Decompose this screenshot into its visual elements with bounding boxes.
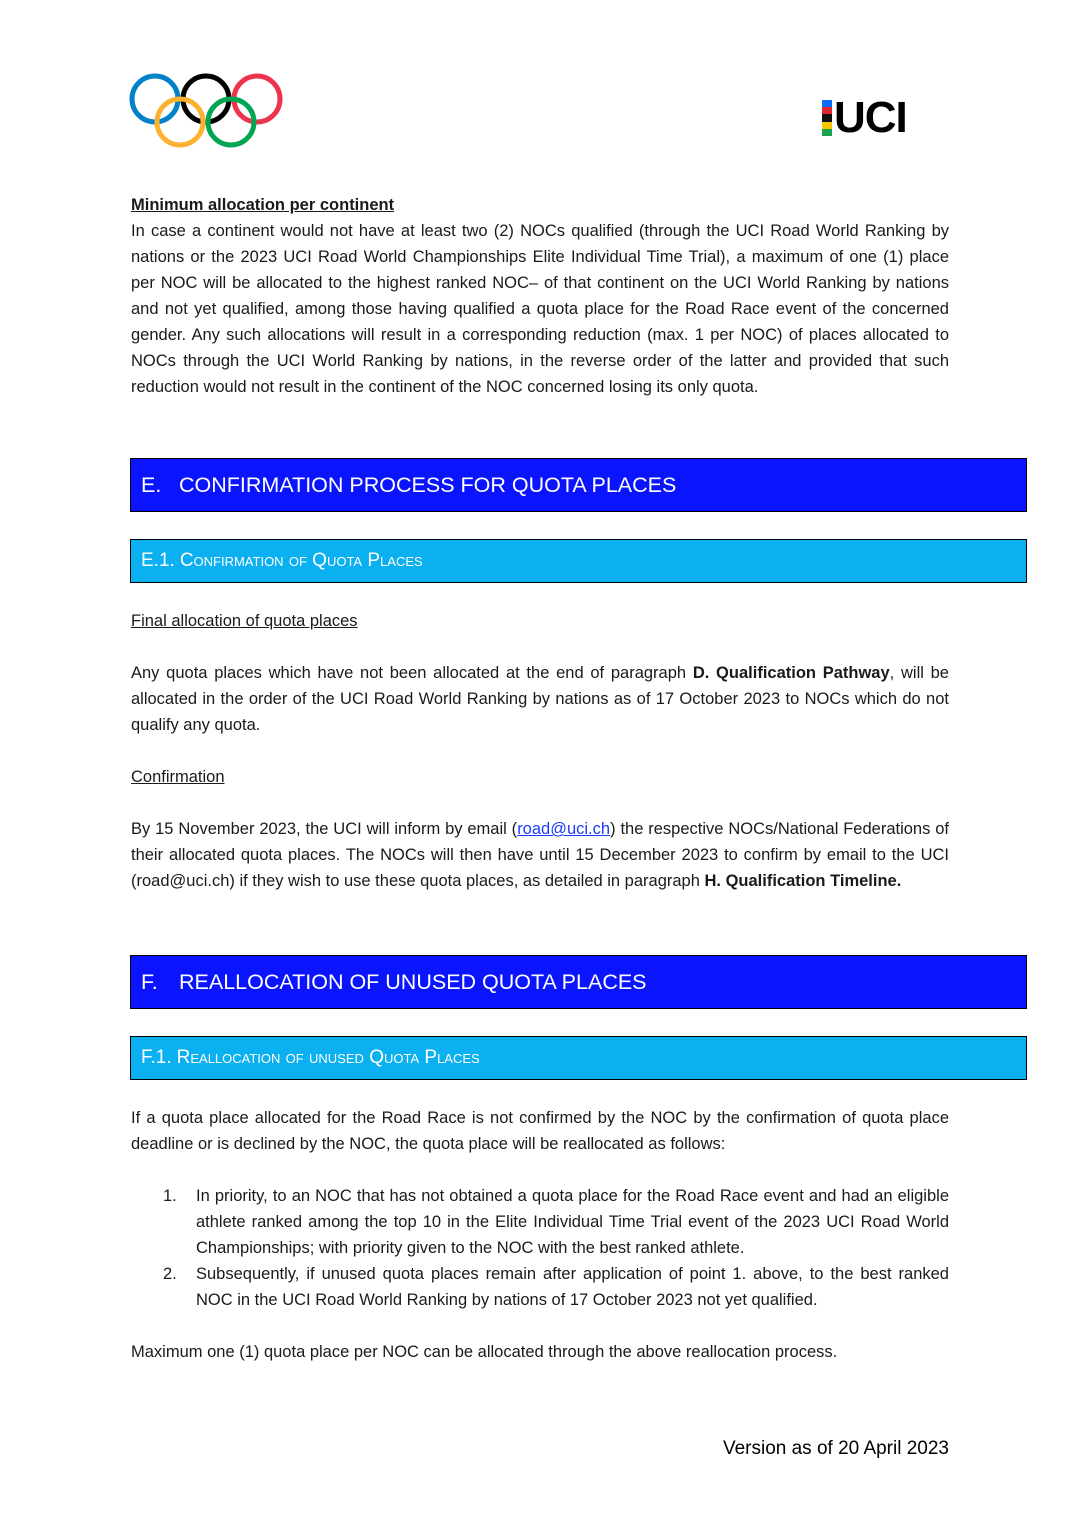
uci-rainbow-bars-icon [822,100,832,136]
confirmation-paragraph: By 15 November 2023, the UCI will inform by email (road@uci.ch) the respective NOCs/National Federations of their allocated quota places. The NOCs will then have until 15 December 2023 to confirm by email to the UCI (road@uci.ch) if they wish to use these quota places, as detailed in paragraph H. Qualification Timeline. [131,820,949,890]
version-footer: Version as of 20 April 2023 [722,1438,949,1459]
section-f1-title: Reallocation of unused Quota Places [176,1047,480,1068]
confirmation-heading: Confirmation [131,768,225,786]
final-allocation-heading: Final allocation of quota places [131,612,358,630]
section-f1-number: F.1. [141,1047,172,1068]
section-f-title: REALLOCATION OF UNUSED QUOTA PLACES [179,969,647,994]
min-allocation-heading: Minimum allocation per continent [131,196,395,214]
section-f1-heading [130,1036,1027,1080]
section-f-number: F. [141,969,158,994]
olympic-rings-icon [128,72,284,148]
reallocation-intro: If a quota place allocated for the Road Race is not confirmed by the NOC by the confirmation of quota place deadline or is declined by the NOC, the quota place will be reallocated as follows: [131,1109,949,1153]
section-e-title: CONFIRMATION PROCESS FOR QUOTA PLACES [179,472,677,497]
uci-logo [822,93,942,142]
email-link[interactable]: road@uci.ch [517,820,611,838]
list-item: 2. Subsequently, if unused quota places remain after application of point 1. above, to the best ranked NOC in the UCI Road World Ranking by nations of 17 October 2023 not yet qualified. [163,1265,949,1309]
reallocation-closing: Maximum one (1) quota place per NOC can be allocated through the above reallocation process. [131,1343,838,1361]
final-allocation-paragraph: Any quota places which have not been allocated at the end of paragraph D. Qualification Pathway, will be allocated in the order of the UCI Road World Ranking by nations as of 17 October 2023 to NOCs which do not qualify any quota. [131,664,949,734]
section-e-heading [130,458,1027,512]
section-f-heading [130,955,1027,1009]
section-e-number: E. [141,472,162,497]
list-item: 1. In priority, to an NOC that has not obtained a quota place for the Road Race event and had an eligible athlete ranked among the top 10 in the Elite Individual Time Trial event of the 2023 UCI Road World Championships; with priority given to the NOC with the best ranked athlete. [163,1187,949,1257]
section-e1-title: Confirmation of Quota Places [179,550,423,571]
uci-logo-text: UCI [834,93,907,142]
d-qualification-pathway-ref: D. Qualification Pathway [692,664,890,682]
min-allocation-paragraph: In case a continent would not have at least two (2) NOCs qualified (through the UCI Road World Ranking by nations or the 2023 UCI Road World Championships Elite Individual Time Trial), a maximum of one (1) place per NOC will be allocated to the highest ranked NOC– of that continent on the UCI World Ranking by nations and not yet qualified, among those having qualified a quota place for the Road Race event of the concerned gender. Any such allocations will result in a corresponding reduction (max. 1 per NOC) of places allocated to NOCs through the UCI World Ranking by nations, in the reverse order of the latter and provided that such reduction would not result in the continent of the NOC concerned losing its only quota. [131,222,949,396]
h-qualification-timeline-ref: H. Qualification Timeline. [704,872,902,890]
section-e1-number: E.1. [141,550,175,571]
reallocation-list [131,1183,949,1313]
section-e1-heading [130,539,1027,583]
